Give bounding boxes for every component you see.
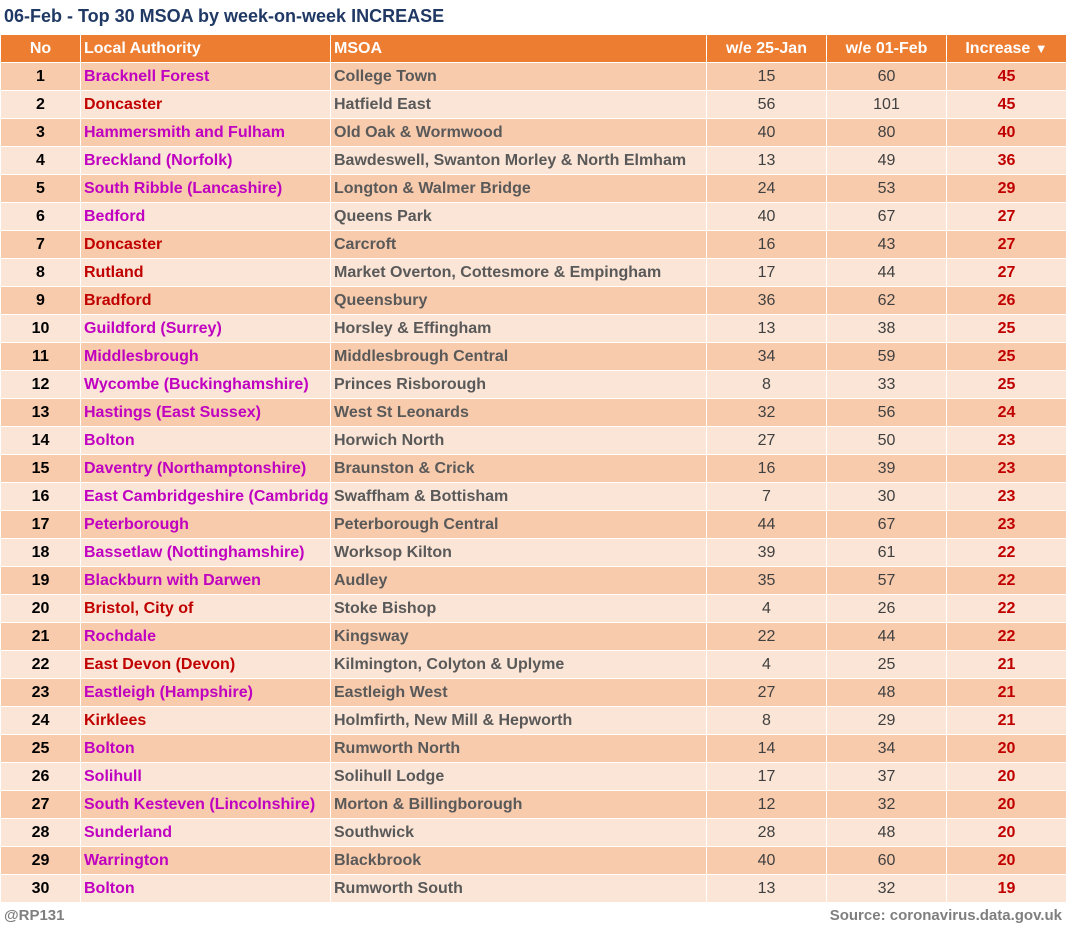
- cell-no: 18: [1, 539, 81, 567]
- cell-we-25-jan: 36: [707, 287, 827, 315]
- cell-no: 1: [1, 63, 81, 91]
- cell-no: 28: [1, 819, 81, 847]
- cell-we-01-feb: 32: [827, 791, 947, 819]
- table-row: [1, 595, 1066, 623]
- cell-increase: 20: [947, 763, 1066, 791]
- cell-increase: 24: [947, 399, 1066, 427]
- msoa-table: [0, 34, 1066, 903]
- table-row: [1, 259, 1066, 287]
- author-credit: @RP131: [4, 907, 65, 924]
- cell-local-authority: Bassetlaw (Nottinghamshire): [81, 539, 331, 567]
- cell-no: 17: [1, 511, 81, 539]
- cell-we-01-feb: 48: [827, 679, 947, 707]
- cell-msoa: Rumworth South: [331, 875, 707, 903]
- cell-we-25-jan: 7: [707, 483, 827, 511]
- cell-msoa: College Town: [331, 63, 707, 91]
- cell-no: 2: [1, 91, 81, 119]
- cell-increase: 45: [947, 91, 1066, 119]
- cell-msoa: Old Oak & Wormwood: [331, 119, 707, 147]
- table-row: [1, 371, 1066, 399]
- cell-msoa: Carcroft: [331, 231, 707, 259]
- cell-local-authority: Blackburn with Darwen: [81, 567, 331, 595]
- cell-increase: 36: [947, 147, 1066, 175]
- cell-increase: 20: [947, 735, 1066, 763]
- cell-increase: 20: [947, 791, 1066, 819]
- cell-we-25-jan: 14: [707, 735, 827, 763]
- cell-we-25-jan: 8: [707, 707, 827, 735]
- cell-no: 24: [1, 707, 81, 735]
- cell-no: 5: [1, 175, 81, 203]
- cell-local-authority: Daventry (Northamptonshire): [81, 455, 331, 483]
- header-increase-label: Increase: [965, 39, 1031, 57]
- cell-no: 21: [1, 623, 81, 651]
- cell-we-25-jan: 16: [707, 231, 827, 259]
- cell-local-authority: Bradford: [81, 287, 331, 315]
- header-msoa[interactable]: MSOA: [331, 35, 707, 63]
- cell-we-01-feb: 56: [827, 399, 947, 427]
- cell-we-01-feb: 53: [827, 175, 947, 203]
- cell-we-25-jan: 34: [707, 343, 827, 371]
- cell-increase: 27: [947, 203, 1066, 231]
- cell-increase: 23: [947, 483, 1066, 511]
- cell-we-01-feb: 33: [827, 371, 947, 399]
- cell-msoa: Kilmington, Colyton & Uplyme: [331, 651, 707, 679]
- source-credit: Source: coronavirus.data.gov.uk: [829, 907, 1062, 924]
- cell-local-authority: Bedford: [81, 203, 331, 231]
- cell-we-01-feb: 67: [827, 203, 947, 231]
- cell-we-25-jan: 16: [707, 455, 827, 483]
- cell-we-01-feb: 34: [827, 735, 947, 763]
- cell-we-25-jan: 56: [707, 91, 827, 119]
- table-row: [1, 539, 1066, 567]
- cell-msoa: Longton & Walmer Bridge: [331, 175, 707, 203]
- cell-we-25-jan: 4: [707, 651, 827, 679]
- cell-we-25-jan: 28: [707, 819, 827, 847]
- cell-increase: 40: [947, 119, 1066, 147]
- cell-we-01-feb: 44: [827, 623, 947, 651]
- cell-we-01-feb: 32: [827, 875, 947, 903]
- cell-no: 16: [1, 483, 81, 511]
- cell-no: 26: [1, 763, 81, 791]
- cell-we-25-jan: 35: [707, 567, 827, 595]
- cell-no: 11: [1, 343, 81, 371]
- cell-increase: 29: [947, 175, 1066, 203]
- cell-local-authority: East Devon (Devon): [81, 651, 331, 679]
- cell-msoa: Braunston & Crick: [331, 455, 707, 483]
- cell-local-authority: Breckland (Norfolk): [81, 147, 331, 175]
- cell-no: 25: [1, 735, 81, 763]
- table-row: [1, 483, 1066, 511]
- cell-local-authority: Rochdale: [81, 623, 331, 651]
- header-no[interactable]: No: [1, 35, 81, 63]
- cell-msoa: Bawdeswell, Swanton Morley & North Elmham: [331, 147, 707, 175]
- cell-no: 20: [1, 595, 81, 623]
- cell-we-25-jan: 40: [707, 203, 827, 231]
- cell-increase: 20: [947, 819, 1066, 847]
- table-row: [1, 427, 1066, 455]
- table-row: [1, 343, 1066, 371]
- cell-increase: 23: [947, 455, 1066, 483]
- cell-we-01-feb: 43: [827, 231, 947, 259]
- table-row: [1, 203, 1066, 231]
- cell-msoa: Peterborough Central: [331, 511, 707, 539]
- cell-increase: 21: [947, 651, 1066, 679]
- cell-local-authority: Bolton: [81, 735, 331, 763]
- table-row: [1, 315, 1066, 343]
- cell-local-authority: Hastings (East Sussex): [81, 399, 331, 427]
- cell-no: 27: [1, 791, 81, 819]
- table-row: [1, 875, 1066, 903]
- sort-descending-icon[interactable]: ▼: [1034, 40, 1048, 56]
- cell-msoa: Blackbrook: [331, 847, 707, 875]
- cell-we-01-feb: 37: [827, 763, 947, 791]
- cell-we-01-feb: 59: [827, 343, 947, 371]
- cell-increase: 22: [947, 595, 1066, 623]
- cell-increase: 22: [947, 567, 1066, 595]
- cell-increase: 25: [947, 343, 1066, 371]
- table-body: [1, 63, 1066, 903]
- cell-no: 19: [1, 567, 81, 595]
- cell-local-authority: Wycombe (Buckinghamshire): [81, 371, 331, 399]
- cell-local-authority: Hammersmith and Fulham: [81, 119, 331, 147]
- table-header: [1, 35, 1066, 63]
- table-row: [1, 763, 1066, 791]
- table-row: [1, 679, 1066, 707]
- cell-local-authority: Bolton: [81, 875, 331, 903]
- cell-local-authority: Doncaster: [81, 231, 331, 259]
- cell-we-01-feb: 80: [827, 119, 947, 147]
- cell-we-01-feb: 50: [827, 427, 947, 455]
- cell-msoa: Eastleigh West: [331, 679, 707, 707]
- cell-we-01-feb: 60: [827, 63, 947, 91]
- cell-we-25-jan: 13: [707, 875, 827, 903]
- cell-we-01-feb: 62: [827, 287, 947, 315]
- cell-we-25-jan: 22: [707, 623, 827, 651]
- cell-increase: 25: [947, 371, 1066, 399]
- cell-we-25-jan: 40: [707, 847, 827, 875]
- table-row: [1, 91, 1066, 119]
- cell-msoa: West St Leonards: [331, 399, 707, 427]
- cell-local-authority: East Cambridgeshire (Cambridg: [81, 483, 331, 511]
- cell-increase: 22: [947, 539, 1066, 567]
- cell-we-01-feb: 61: [827, 539, 947, 567]
- cell-increase: 22: [947, 623, 1066, 651]
- table-row: [1, 847, 1066, 875]
- cell-increase: 23: [947, 511, 1066, 539]
- cell-local-authority: Warrington: [81, 847, 331, 875]
- cell-we-01-feb: 30: [827, 483, 947, 511]
- table-row: [1, 623, 1066, 651]
- cell-msoa: Holmfirth, New Mill & Hepworth: [331, 707, 707, 735]
- cell-no: 8: [1, 259, 81, 287]
- table-row: [1, 399, 1066, 427]
- cell-we-25-jan: 39: [707, 539, 827, 567]
- cell-msoa: Audley: [331, 567, 707, 595]
- cell-local-authority: Sunderland: [81, 819, 331, 847]
- cell-no: 13: [1, 399, 81, 427]
- cell-increase: 27: [947, 259, 1066, 287]
- cell-we-01-feb: 101: [827, 91, 947, 119]
- cell-increase: 23: [947, 427, 1066, 455]
- cell-msoa: Horsley & Effingham: [331, 315, 707, 343]
- cell-we-25-jan: 17: [707, 259, 827, 287]
- cell-no: 3: [1, 119, 81, 147]
- cell-we-01-feb: 67: [827, 511, 947, 539]
- cell-msoa: Kingsway: [331, 623, 707, 651]
- cell-increase: 26: [947, 287, 1066, 315]
- cell-no: 23: [1, 679, 81, 707]
- cell-msoa: Princes Risborough: [331, 371, 707, 399]
- cell-msoa: Hatfield East: [331, 91, 707, 119]
- cell-increase: 20: [947, 847, 1066, 875]
- table-row: [1, 707, 1066, 735]
- cell-increase: 27: [947, 231, 1066, 259]
- table-row: [1, 791, 1066, 819]
- cell-local-authority: Middlesbrough: [81, 343, 331, 371]
- table-row: [1, 735, 1066, 763]
- cell-msoa: Queens Park: [331, 203, 707, 231]
- cell-increase: 21: [947, 679, 1066, 707]
- table-row: [1, 147, 1066, 175]
- cell-we-01-feb: 57: [827, 567, 947, 595]
- table-row: [1, 175, 1066, 203]
- header-we-01-feb[interactable]: w/e 01-Feb: [827, 35, 947, 63]
- cell-we-25-jan: 17: [707, 763, 827, 791]
- header-local-authority[interactable]: Local Authority: [81, 35, 331, 63]
- cell-we-25-jan: 24: [707, 175, 827, 203]
- cell-we-01-feb: 48: [827, 819, 947, 847]
- cell-we-25-jan: 13: [707, 315, 827, 343]
- cell-local-authority: Bracknell Forest: [81, 63, 331, 91]
- cell-msoa: Rumworth North: [331, 735, 707, 763]
- cell-msoa: Worksop Kilton: [331, 539, 707, 567]
- cell-local-authority: South Kesteven (Lincolnshire): [81, 791, 331, 819]
- cell-msoa: Solihull Lodge: [331, 763, 707, 791]
- cell-we-01-feb: 25: [827, 651, 947, 679]
- cell-local-authority: Rutland: [81, 259, 331, 287]
- header-increase[interactable]: [947, 35, 1066, 63]
- cell-msoa: Market Overton, Cottesmore & Empingham: [331, 259, 707, 287]
- cell-we-25-jan: 27: [707, 427, 827, 455]
- cell-we-01-feb: 38: [827, 315, 947, 343]
- table-row: [1, 231, 1066, 259]
- cell-no: 7: [1, 231, 81, 259]
- cell-local-authority: Solihull: [81, 763, 331, 791]
- cell-increase: 45: [947, 63, 1066, 91]
- cell-increase: 25: [947, 315, 1066, 343]
- cell-we-25-jan: 4: [707, 595, 827, 623]
- cell-local-authority: Peterborough: [81, 511, 331, 539]
- cell-we-25-jan: 27: [707, 679, 827, 707]
- table-row: [1, 455, 1066, 483]
- cell-local-authority: Eastleigh (Hampshire): [81, 679, 331, 707]
- table-row: [1, 819, 1066, 847]
- cell-increase: 21: [947, 707, 1066, 735]
- cell-local-authority: South Ribble (Lancashire): [81, 175, 331, 203]
- cell-no: 12: [1, 371, 81, 399]
- cell-msoa: Queensbury: [331, 287, 707, 315]
- table-row: [1, 511, 1066, 539]
- cell-local-authority: Doncaster: [81, 91, 331, 119]
- cell-local-authority: Kirklees: [81, 707, 331, 735]
- page-title: 06-Feb - Top 30 MSOA by week-on-week INCREASE: [4, 6, 445, 26]
- cell-no: 29: [1, 847, 81, 875]
- cell-we-25-jan: 12: [707, 791, 827, 819]
- cell-no: 22: [1, 651, 81, 679]
- header-we-25-jan[interactable]: w/e 25-Jan: [707, 35, 827, 63]
- cell-no: 15: [1, 455, 81, 483]
- cell-no: 10: [1, 315, 81, 343]
- cell-we-01-feb: 60: [827, 847, 947, 875]
- cell-we-01-feb: 29: [827, 707, 947, 735]
- cell-no: 9: [1, 287, 81, 315]
- cell-we-25-jan: 40: [707, 119, 827, 147]
- cell-increase: 19: [947, 875, 1066, 903]
- table-row: [1, 63, 1066, 91]
- cell-local-authority: Bristol, City of: [81, 595, 331, 623]
- cell-msoa: Swaffham & Bottisham: [331, 483, 707, 511]
- cell-we-25-jan: 13: [707, 147, 827, 175]
- cell-no: 4: [1, 147, 81, 175]
- cell-we-25-jan: 44: [707, 511, 827, 539]
- cell-we-01-feb: 26: [827, 595, 947, 623]
- cell-no: 30: [1, 875, 81, 903]
- cell-msoa: Horwich North: [331, 427, 707, 455]
- table-row: [1, 287, 1066, 315]
- cell-local-authority: Guildford (Surrey): [81, 315, 331, 343]
- table-row: [1, 119, 1066, 147]
- cell-we-01-feb: 39: [827, 455, 947, 483]
- cell-msoa: Morton & Billingborough: [331, 791, 707, 819]
- cell-msoa: Stoke Bishop: [331, 595, 707, 623]
- cell-no: 14: [1, 427, 81, 455]
- cell-we-25-jan: 8: [707, 371, 827, 399]
- cell-we-01-feb: 49: [827, 147, 947, 175]
- cell-msoa: Middlesbrough Central: [331, 343, 707, 371]
- cell-we-25-jan: 15: [707, 63, 827, 91]
- cell-we-25-jan: 32: [707, 399, 827, 427]
- cell-local-authority: Bolton: [81, 427, 331, 455]
- table-row: [1, 567, 1066, 595]
- table-row: [1, 651, 1066, 679]
- cell-we-01-feb: 44: [827, 259, 947, 287]
- cell-no: 6: [1, 203, 81, 231]
- cell-msoa: Southwick: [331, 819, 707, 847]
